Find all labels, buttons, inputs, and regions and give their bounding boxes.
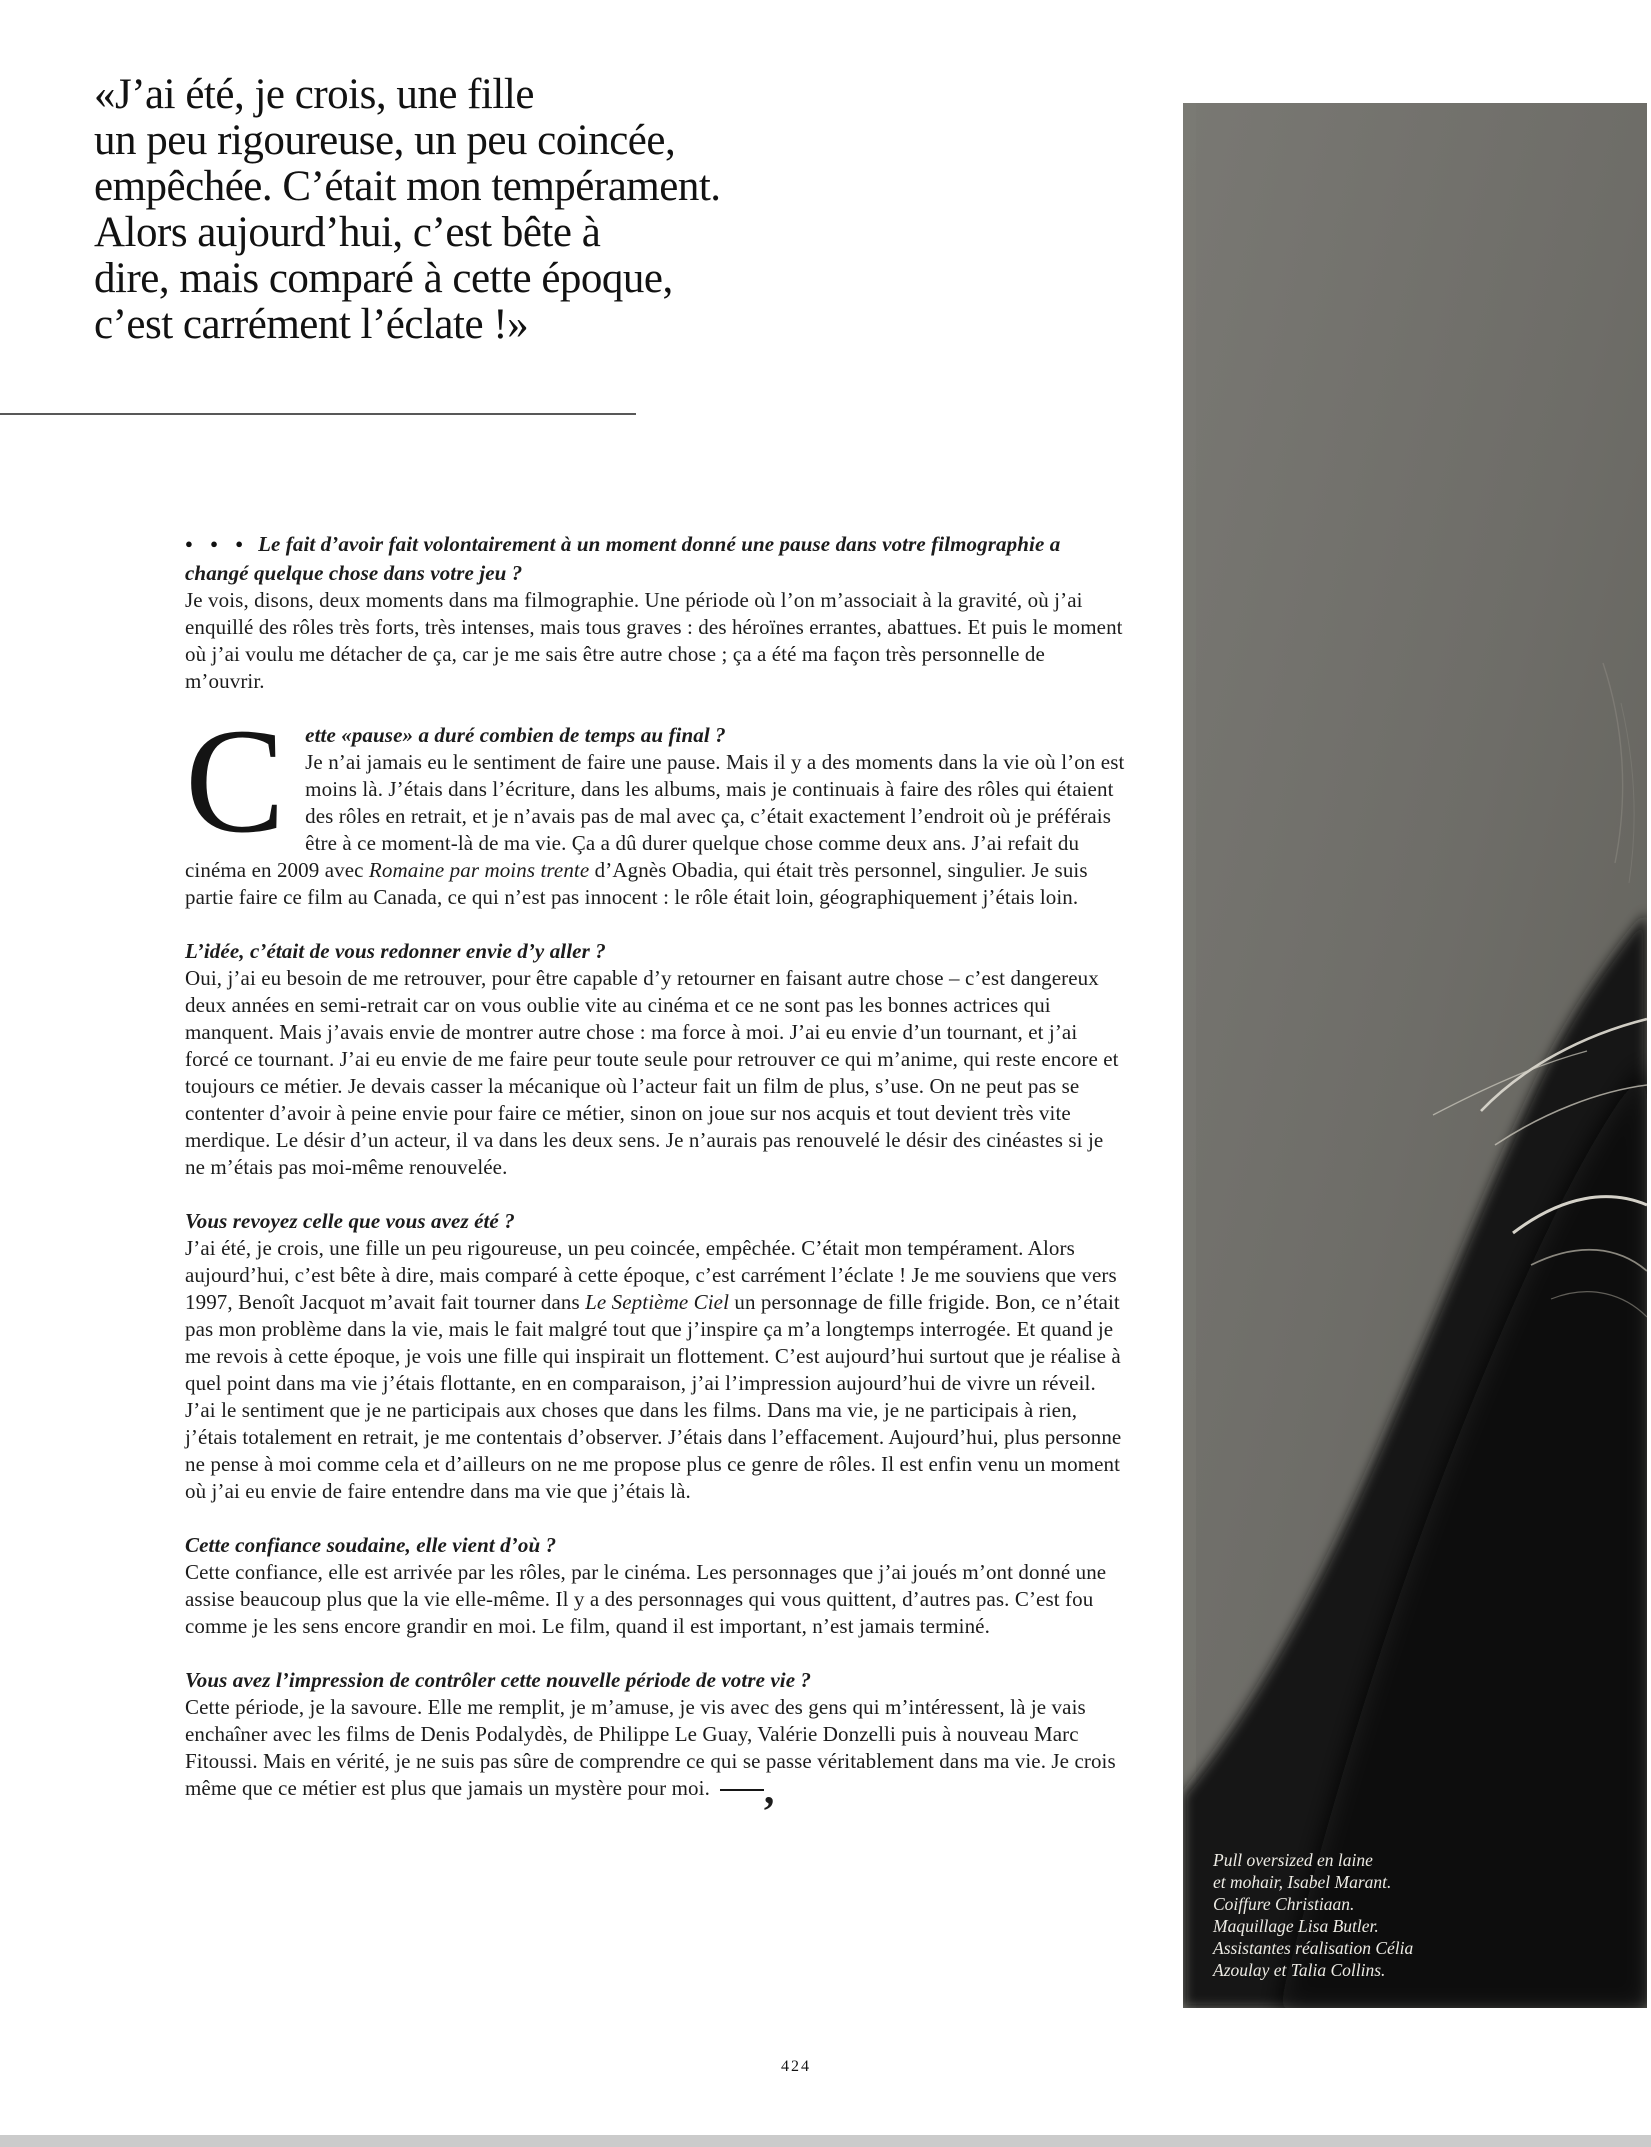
question-label: Cette confiance soudaine, elle vient d’où ? (185, 1533, 557, 1557)
answer-segment: Cette confiance, elle est arrivée par les rôles, par le cinéma. Les personnages que j’ai joués m’ont donné une assise beaucoup plus que la vie elle-même. Il y a des personnages qui vous quittent, d’autres pas. C’est fou comme je les sens encore grandir en moi. Le film, quand il est important, n’est jamais terminé. (185, 1560, 1107, 1638)
pull-quote-line: empêchée. C’était mon tempérament. (94, 163, 721, 210)
answer-segment: Je vois, disons, deux moments dans ma filmographie. Une période où l’on m’associait à la gravité, où j’ai enquillé des rôles très forts, très intenses, mais tous graves : des héroïnes errantes, abattues. Et puis le moment où j’ai voulu me détacher de ça, car je me sais être autre chose ; ça a été ma façon très personnelle de m’ouvrir. (185, 588, 1123, 693)
bullet-ornament: ● ● ● (185, 536, 251, 551)
photo-image (1183, 103, 1647, 2008)
question-label: Le fait d’avoir fait volontairement à un moment donné une pause dans votre filmographie a changé quelque chose dans votre jeu ? (185, 532, 1061, 585)
page-number: 424 (781, 2058, 811, 2075)
end-mark-comma: , (763, 1767, 775, 1813)
divider-rule (0, 413, 636, 415)
pull-quote-line: un peu rigoureuse, un peu coincée, (94, 117, 676, 164)
answer-text (185, 965, 1126, 1181)
answer-segment: J’ai été, je crois, une fille un peu rigoureuse, un peu coincée, empêchée. C’était mon tempérament. Alors aujourd’hui, c’est bête à dire, mais comparé à cette époque, c’est carrément l’éclate ! Je me souviens que vers 1997, Benoît Jacquot m’avait fait tourner dans (185, 1236, 1117, 1314)
credit-line: Pull oversized en laine (1213, 1850, 1373, 1870)
qa-block (185, 938, 1126, 1181)
photo-edge-band (1183, 103, 1196, 2008)
answer-segment: un personnage de fille frigide. Bon, ce n’était pas mon problème dans la vie, mais le fait malgré tout que j’inspire ça m’a longtemps interrogée. Et quand je me revois à cette époque, je vois une fille qui inspirait un flottement. C’est aujourd’hui surtout que je réalise à quel point dans ma vie j’étais flottante, en en comparaison, j’ai l’impression aujourd’hui de vivre un réveil. J’ai le sentiment que je ne participais aux choses que dans les films. Dans ma vie, je ne participais à rien, j’étais totalement en retrait, je me contentais d’observer. J’étais dans l’effacement. Aujourd’hui, plus personne ne pense à moi comme cela et d’ailleurs on ne me propose plus ce genre de rôles. Il est enfin venu un moment où j’ai eu envie de faire entendre dans ma vie que j’étais là. (185, 1290, 1122, 1503)
qa-block (185, 1667, 1126, 1813)
article-column (185, 531, 1126, 1829)
qa-block (185, 698, 1126, 911)
answer-segment: Oui, j’ai eu besoin de me retrouver, pour être capable d’y retourner en faisant autre chose – c’est dangereux deux années en semi-retrait car on vous oublie vite au cinéma et ce ne sont pas les bonnes actrices qui manquent. Mais j’avais envie de montrer autre chose : ma force à moi. J’ai eu envie d’un tournant, et j’ai forcé ce tournant. J’ai eu envie de me faire peur toute seule pour retrouver ce qui m’anime, qui reste encore et toujours ce métier. Je devais casser la mécanique où l’acteur fait un film de plus, s’use. On ne peut pas se contenter d’avoir à peine envie pour faire ce métier, sinon on joue sur nos acquis et tout devient très vite merdique. Le désir d’un acteur, il va dans les deux sens. Je n’aurais pas renouvelé le désir des cinéastes si je ne m’étais pas moi-même renouvelée. (185, 966, 1119, 1179)
question-text (185, 1667, 1126, 1694)
pull-quote-line: Alors aujourd’hui, c’est bête à (94, 209, 601, 256)
pull-quote (94, 72, 721, 348)
question-text (185, 531, 1126, 587)
credit-line: Assistantes réalisation Célia (1213, 1938, 1414, 1958)
question-label: Vous avez l’impression de contrôler cette nouvelle période de votre vie ? (185, 1668, 812, 1692)
answer-text (185, 1559, 1126, 1640)
answer-text (185, 1235, 1126, 1505)
answer-segment: Cette période, je la savoure. Elle me remplit, je m’amuse, je vis avec des gens qui m’intéressent, là je vais enchaîner avec les films de Denis Podalydès, de Philippe Le Guay, Valérie Donzelli puis à nouveau Marc Fitoussi. Mais en vérité, je ne suis pas sûre de comprendre ce qui se passe véritablement dans ma vie. Je crois même que ce métier est plus que jamais un mystère pour moi. (185, 1695, 1116, 1800)
answer-text (185, 587, 1126, 695)
question-label: ette «pause» a duré combien de temps au final ? (305, 723, 726, 747)
credit-line: Coiffure Christiaan. (1213, 1894, 1355, 1914)
photo-credits (1213, 1849, 1413, 1981)
credit-line: Maquillage Lisa Butler. (1213, 1916, 1379, 1936)
bottom-strip (0, 2135, 1651, 2147)
qa-block (185, 1532, 1126, 1640)
film-title: Le Septième Ciel (585, 1290, 730, 1314)
film-title: Romaine par moins trente (368, 858, 590, 882)
answer-segment: d’Agnès Obadia, qui était très personnel, singulier. Je suis partie faire ce film au Canada, ce qui n’est pas innocent : le rôle était loin, géographiquement j’étais loin. (185, 858, 1088, 909)
question-label: L’idée, c’était de vous redonner envie d’y aller ? (185, 939, 606, 963)
answer-text (185, 749, 1126, 911)
question-text (185, 1208, 1126, 1235)
question-text (185, 938, 1126, 965)
question-text (185, 1532, 1126, 1559)
photo (1183, 103, 1647, 2008)
answer-segment: Je n’ai jamais eu le sentiment de faire une pause. Mais il y a des moments dans la vie où l’on est moins là. J’étais dans l’écriture, dans les albums, mais je continuais à faire des rôles qui étaient des rôles en retrait, et je n’avais pas de mal avec ça, c’était exactement l’endroit où je préférais être à ce moment-là de ma vie. Ça a dû durer quelque chose comme deux ans. J’ai refait du cinéma en 2009 avec (185, 750, 1125, 882)
credit-line: Azoulay et Talia Collins. (1213, 1960, 1386, 1980)
question-label: Vous revoyez celle que vous avez été ? (185, 1209, 515, 1233)
qa-block (185, 1208, 1126, 1505)
question-text (185, 722, 1126, 749)
pull-quote-line: c’est carrément l’éclate !» (94, 301, 529, 348)
pull-quote-line: dire, mais comparé à cette époque, (94, 255, 673, 302)
answer-text (185, 1694, 1126, 1813)
end-mark-dash (720, 1789, 764, 1791)
credit-line: et mohair, Isabel Marant. (1213, 1872, 1392, 1892)
qa-block (185, 531, 1126, 695)
drop-cap: C (185, 698, 286, 864)
pull-quote-line: «J’ai été, je crois, une fille (94, 71, 534, 118)
